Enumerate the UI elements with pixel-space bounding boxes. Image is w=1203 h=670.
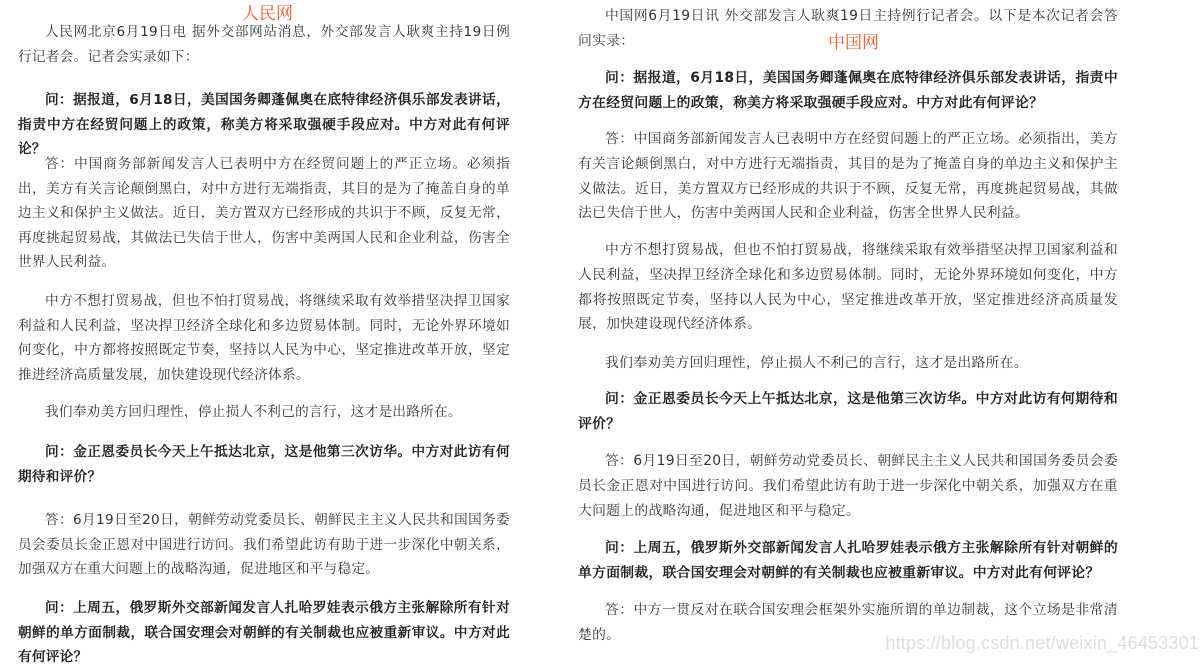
answer-paragraph: 答：中国商务部新闻发言人已表明中方在经贸问题上的严正立场。必须指出，美方有关言论颠倒黑白，对中方进行无端指责，其目的是为了掩盖自身的单边主义和保护主义做法。近日，美方置双方已经形成的共识于不顾，反复无常，再度挑起贸易战，其做法已失信于世人，伤害中美两国人民和企业利益，伤害全世界人民利益。 [18,156,510,270]
question-paragraph: 问：据报道，6月18日，美国国务卿蓬佩奥在底特律经济俱乐部发表讲话，指责中方在经贸问题上的政策，称美方将采取强硬手段应对。中方对此有何评论？ [18,92,510,157]
source-label-china-net: 中国网 [828,33,879,53]
lead-paragraph: 中国网6月19日讯 外交部发言人耿爽19日主持例行记者会。以下是本次记者会答问实录： [578,8,1118,49]
question-paragraph: 问：金正恩委员长今天上午抵达北京，这是他第三次访华。中方对此访有何期待和评价？ [18,444,510,485]
question-paragraph: 问：金正恩委员长今天上午抵达北京，这是他第三次访华。中方对此访有何期待和评价？ [578,391,1118,432]
source-label-people-daily: 人民网 [242,4,293,24]
answer-paragraph: 答：6月19日至20日，朝鲜劳动党委员长、朝鲜民主主义人民共和国国务委员会委员长金正恩对中国进行访问。我们希望此访有助于进一步深化中朝关系，加强双方在重大问题上的战略沟通，促进地区和平与稳定。 [18,512,510,577]
watermark-url: https://blog.csdn.net/weixin_46453301 [885,633,1199,653]
lead-paragraph: 人民网北京6月19日电 据外交部网站消息，外交部发言人耿爽主持19日例行记者会。记者会实录如下： [18,24,510,65]
answer-paragraph: 答：中国商务部新闻发言人已表明中方在经贸问题上的严正立场。必须指出，美方有关言论颠倒黑白，对中方进行无端指责，其目的是为了掩盖自身的单边主义和保护主义做法。近日，美方置双方已经形成的共识于不顾，反复无常，再度挑起贸易战，其做法已失信于世人，伤害中美两国人民和企业利益，伤害全世界人民利益。 [578,131,1118,222]
question-paragraph: 问：据报道，6月18日，美国国务卿蓬佩奥在底特律经济俱乐部发表讲话，指责中方在经贸问题上的政策，称美方将采取强硬手段应对。中方对此有何评论？ [578,70,1118,111]
answer-paragraph: 中方不想打贸易战，但也不怕打贸易战，将继续采取有效举措坚决捍卫国家利益和人民利益，坚决捍卫经济全球化和多边贸易体制。同时，无论外界环境如何变化，中方都将按照既定节奏，坚持以人民为中心，坚定推进改革开放，坚定推进经济高质量发展，加快建设现代经济体系。 [18,293,510,383]
answer-paragraph: 我们奉劝美方回归理性，停止损人不利己的言行，这才是出路所在。 [45,404,462,420]
question-paragraph: 问：上周五，俄罗斯外交部新闻发言人扎哈罗娃表示俄方主张解除所有针对朝鲜的单方面制裁，联合国安理会对朝鲜的有关制裁也应被重新审议。中方对此有何评论？ [578,540,1118,581]
answer-paragraph: 答：中方一贯反对在联合国安理会框架外实施所谓的单边制裁，这个立场是非常清楚的。 [578,602,1118,643]
question-paragraph: 问：上周五，俄罗斯外交部新闻发言人扎哈罗娃表示俄方主张解除所有针对朝鲜的单方面制裁，联合国安理会对朝鲜的有关制裁也应被重新审议。中方对此有何评论？ [18,600,510,665]
answer-paragraph: 我们奉劝美方回归理性，停止损人不利己的言行，这才是出路所在。 [605,355,1028,371]
answer-paragraph: 答：6月19日至20日，朝鲜劳动党委员长、朝鲜民主主义人民共和国国务委员会委员长金正恩对中国进行访问。我们希望此访有助于进一步深化中朝关系，加强双方在重大问题上的战略沟通，促进地区和平与稳定。 [578,453,1118,519]
answer-paragraph: 中方不想打贸易战，但也不怕打贸易战，将继续采取有效举措坚决捍卫国家利益和人民利益，坚决捍卫经济全球化和多边贸易体制。同时，无论外界环境如何变化，中方都将按照既定节奏，坚持以人民为中心，坚定推进改革开放，坚定推进经济高质量发展，加快建设现代经济体系。 [578,242,1118,333]
